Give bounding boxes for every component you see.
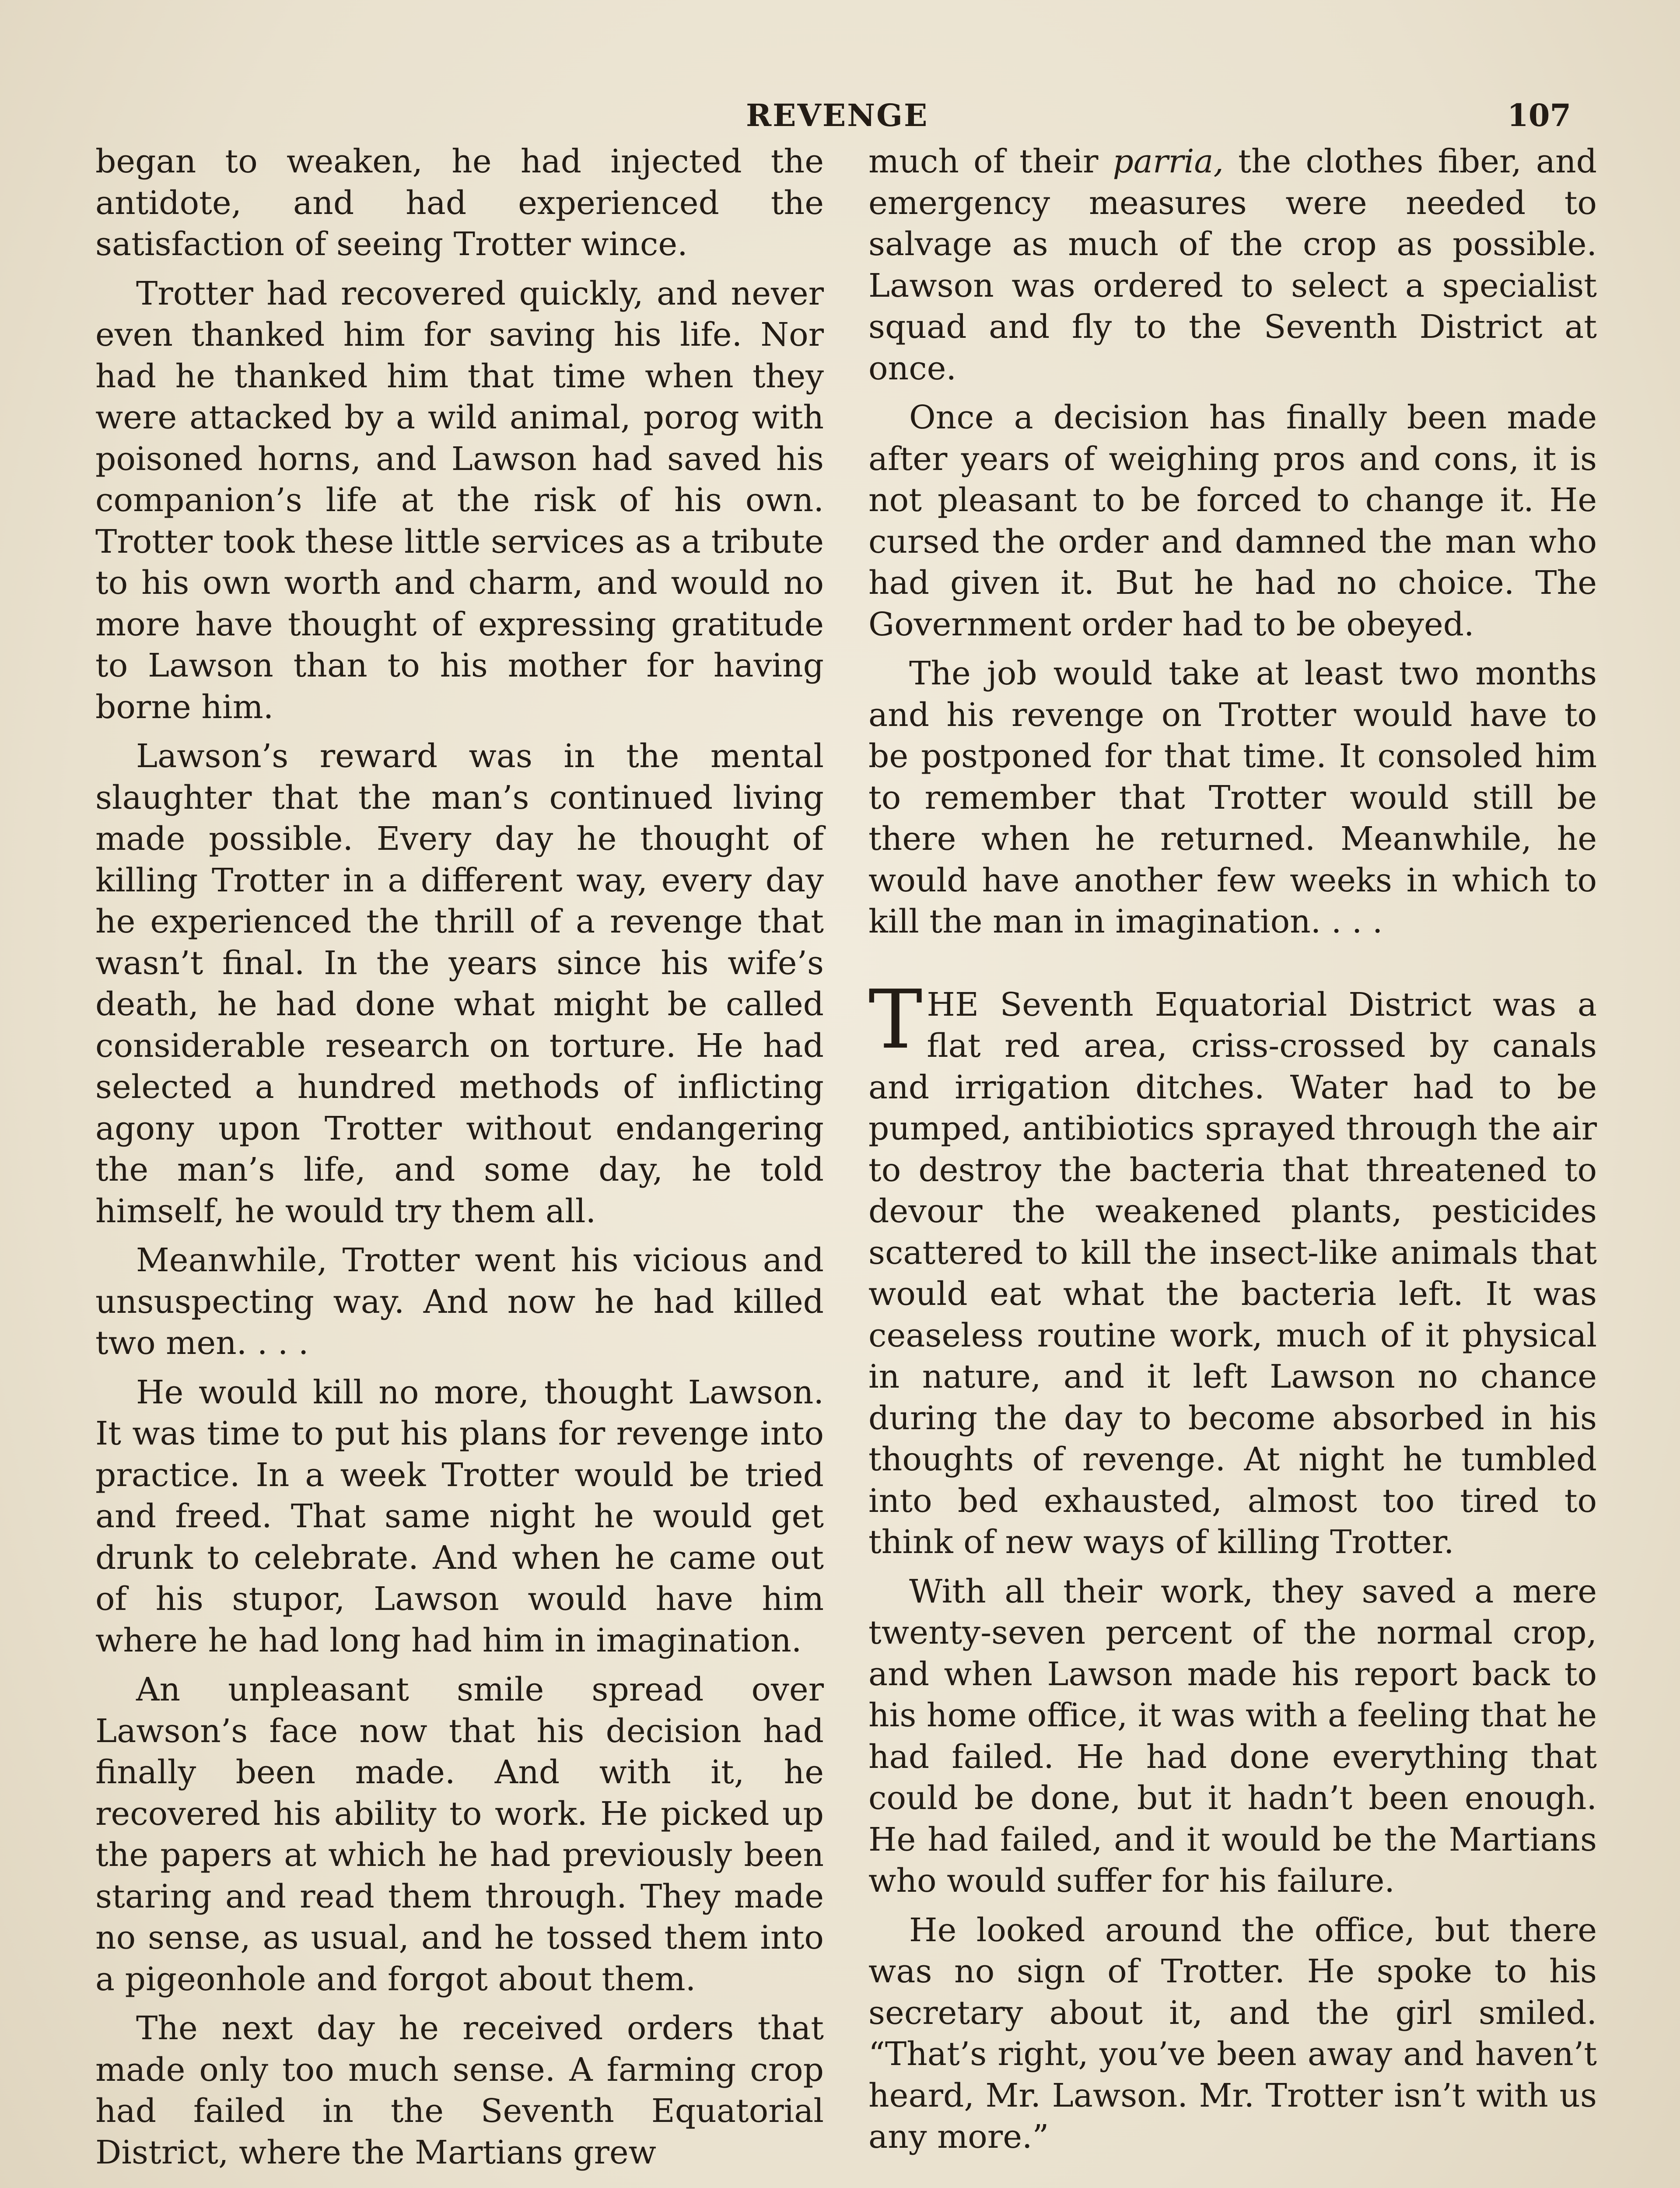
paragraph: Lawson’s reward was in the mental slaughter that the man’s continued living made possible. Every day he thought of killing Trotter in a different way, every day he experienced the thrill of a revenge that wasn’t final. In the years since his wife’s death, he had done what might be called considerable research on torture. He had selected a hundred methods of inflicting agony upon Trotter without endangering the man’s life, and some day, he told himself, he would try them all. xyxy=(95,737,824,1230)
section-opening-paragraph xyxy=(868,972,1597,1563)
text-run: the clothes fiber, and emergency measures were needed to salvage as much of the crop as possible. Lawson was ordered to select a specialist squad and fly to the Seventh District at once. xyxy=(868,143,1597,387)
paragraph: The next day he received orders that made only too much sense. A farming crop had failed in the Seventh Equatorial District, where the Martians grew xyxy=(95,2009,824,2171)
paragraph: Meanwhile, Trotter went his vicious and unsuspecting way. And now he had killed two men. . . . xyxy=(95,1241,824,1362)
paragraph: He would kill no more, thought Lawson. It was time to put his plans for revenge into practice. In a week Trotter would be tried and freed. That same night he would get drunk to celebrate. And when he came out of his stupor, Lawson would have him where he had long had him in imagination. xyxy=(95,1373,824,1659)
paragraph: The job would take at least two months and his revenge on Trotter would have to be postponed for that time. It consoled him to remember that Trotter would still be there when he returned. Meanwhile, he would have another few weeks in which to kill the man in imagination. . . . xyxy=(868,655,1597,940)
paragraph: With all their work, they saved a mere twenty-seven percent of the normal crop, and when Lawson made his report back to his home office, it was with a feeling that he had failed. He had done everything that could be done, but it hadn’t been enough. He had failed, and it would be the Martians who would suffer for his failure. xyxy=(868,1572,1597,1900)
paragraph: An unpleasant smile spread over Lawson’s face now that his decision had finally been made. And with it, he recovered his ability to work. He picked up the papers at which he had previously been staring and read them through. They made no sense, as usual, and he tossed them into a pigeonhole and forgot about them. xyxy=(95,1671,824,1998)
text-run: much of their xyxy=(868,143,1113,180)
page-number: 107 xyxy=(1507,97,1572,133)
drop-cap: T xyxy=(868,972,923,1067)
paragraph: began to weaken, he had injected the antidote, and had experienced the satisfaction of seeing Trotter wince. xyxy=(95,143,824,263)
paragraph: Trotter had recovered quickly, and never even thanked him for saving his life. Nor had he thanked him that time when they were attacked by a wild animal, porog with poisoned horns, and Lawson had saved his companion’s life at the risk of his own. Trotter took these little services as a tribute to his own worth and charm, and would no more have thought of expressing gratitude to Lawson than to his mother for having borne him. xyxy=(95,274,824,726)
page-header xyxy=(0,97,1680,141)
right-column xyxy=(868,141,1597,2166)
left-column xyxy=(95,141,824,2181)
paragraph: Once a decision has finally been made after years of weighing pros and cons, it is not pleasant to be forced to change it. He cursed the order and damned the man who had given it. But he had no choice. The Government order had to be obeyed. xyxy=(868,399,1597,643)
italic-term: parria, xyxy=(1113,143,1224,180)
running-title: REVENGE xyxy=(746,97,929,133)
paragraph: He looked around the office, but there was no sign of Trotter. He spoke to his secretary about it, and the girl smiled. “That’s right, you’ve been away and haven’t heard, Mr. Lawson. Mr. Trotter isn’t with us any more.” xyxy=(868,1911,1597,2156)
paragraph xyxy=(868,141,1597,389)
text-run: HE Seventh Equatorial District was a flat red area, criss-crossed by canals and irrigation ditches. Water had to be pumped, antibiotics sprayed through the air to destroy the bacteria that threatened to devour the weakened plants, pesticides scattered to kill the insect-like animals that would eat what the bacteria left. It was ceaseless routine work, much of it physical in nature, and it left Lawson no chance during the day to become absorbed in his thoughts of revenge. At night he tumbled into bed exhausted, almost too tired to think of new ways of killing Trotter. xyxy=(868,985,1597,1561)
